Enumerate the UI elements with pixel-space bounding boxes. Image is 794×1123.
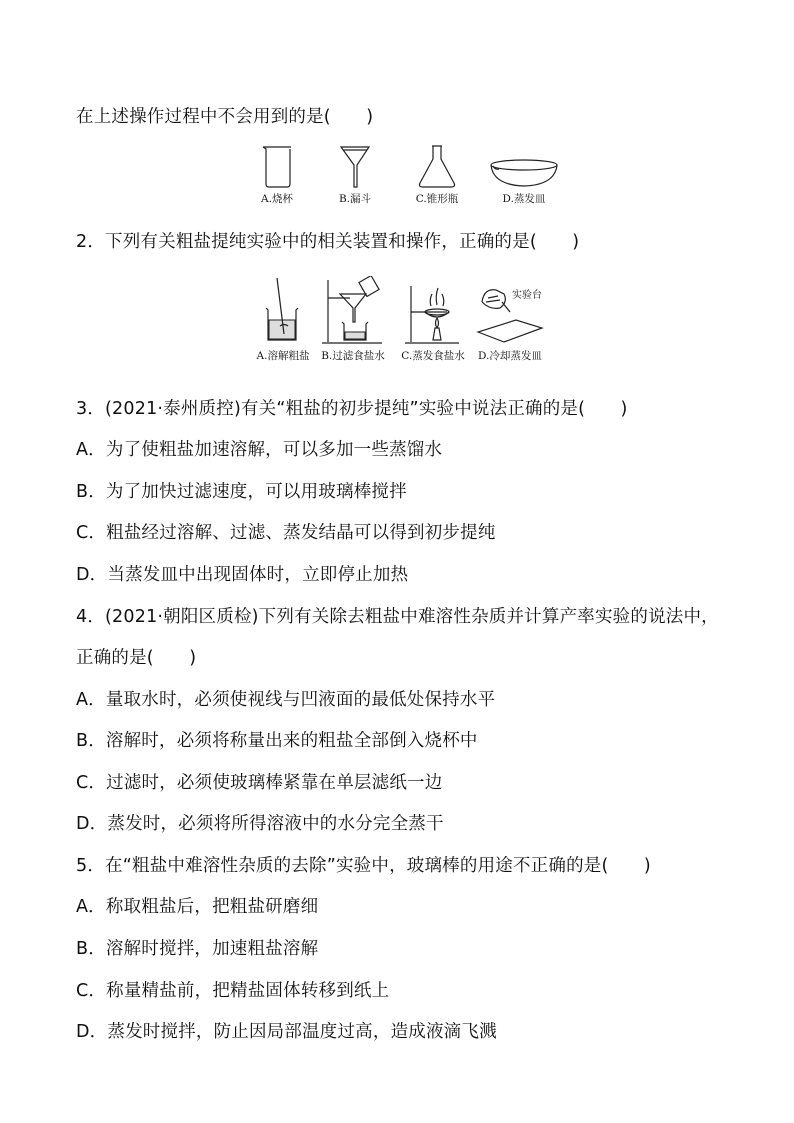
q2-figure-dissolve — [252, 276, 314, 363]
evaporating-dish-icon — [489, 155, 559, 189]
beaker-icon — [260, 143, 294, 189]
q3-option-a: A．为了使粗盐加速溶解，可以多加一些蒸馏水 — [76, 440, 443, 460]
q1-figure-conical-flask — [406, 143, 468, 206]
evaporation-setup-icon — [403, 276, 463, 346]
q1-caption-d: D.蒸发皿 — [502, 193, 546, 205]
q1-caption-b: B.漏斗 — [338, 193, 372, 205]
conical-flask-icon — [416, 143, 458, 189]
q1-caption-a: A.烧杯 — [261, 193, 293, 205]
bench-label: 实验台 — [512, 290, 542, 301]
q5-option-b: B．溶解时搅拌，加速粗盐溶解 — [76, 939, 319, 959]
q3-option-c: C．粗盐经过溶解、过滤、蒸发结晶可以得到初步提纯 — [76, 523, 496, 543]
q2-caption-c: C.蒸发食盐水 — [401, 350, 465, 362]
q2-caption-d: D.冷却蒸发皿 — [478, 350, 542, 362]
q4-stem-line1: 4．(2021·朝阳区质检)下列有关除去粗盐中难溶性杂质并计算产率实验的说法中， — [76, 607, 719, 627]
q3-option-d: D．当蒸发皿中出现固体时，立即停止加热 — [76, 565, 409, 585]
q2-figure-evaporate — [392, 276, 474, 363]
q5-option-a: A．称取粗盐后，把粗盐研磨细 — [76, 897, 319, 917]
dissolving-beaker-icon — [258, 276, 308, 346]
q2-figure-cool — [474, 276, 546, 363]
q1-tail-text: 在上述操作过程中不会用到的是( ) — [76, 107, 374, 127]
q1-caption-c: C.锥形瓶 — [415, 193, 459, 205]
q1-figure-evaporating-dish — [486, 155, 562, 206]
q4-option-c: C．过滤时，必须使玻璃棒紧靠在单层滤纸一边 — [76, 773, 443, 793]
q4-option-a: A．量取水时，必须使视线与凹液面的最低处保持水平 — [76, 690, 496, 710]
funnel-icon — [338, 143, 372, 189]
cooling-dish-icon — [474, 276, 546, 346]
q3-stem: 3．(2021·泰州质控)有关“粗盐的初步提纯”实验中说法正确的是( ) — [76, 399, 628, 419]
q5-option-c: C．称量精盐前，把精盐固体转移到纸上 — [76, 981, 390, 1001]
q5-stem: 5．在“粗盐中难溶性杂质的去除”实验中，玻璃棒的用途不正确的是( ) — [76, 856, 651, 876]
q2-figure-row — [252, 276, 546, 363]
q1-figure-funnel — [326, 143, 384, 206]
q4-option-d: D．蒸发时，必须将所得溶液中的水分完全蒸干 — [76, 814, 444, 834]
q4-option-b: B．溶解时，必须将称量出来的粗盐全部倒入烧杯中 — [76, 731, 478, 751]
q1-figure-row — [248, 143, 562, 206]
q2-caption-b: B.过滤食盐水 — [321, 350, 385, 362]
q1-figure-beaker — [248, 143, 306, 206]
q2-stem: 2．下列有关粗盐提纯实验中的相关装置和操作，正确的是( ) — [76, 232, 580, 252]
q2-caption-a: A.溶解粗盐 — [256, 350, 310, 362]
q5-option-d: D．蒸发时搅拌，防止因局部温度过高，造成液滴飞溅 — [76, 1022, 497, 1042]
q2-figure-filter — [314, 276, 392, 363]
q3-option-b: B．为了加快过滤速度，可以用玻璃棒搅拌 — [76, 482, 407, 502]
filtration-setup-icon — [320, 276, 386, 346]
q4-stem-line2: 正确的是( ) — [76, 648, 197, 668]
